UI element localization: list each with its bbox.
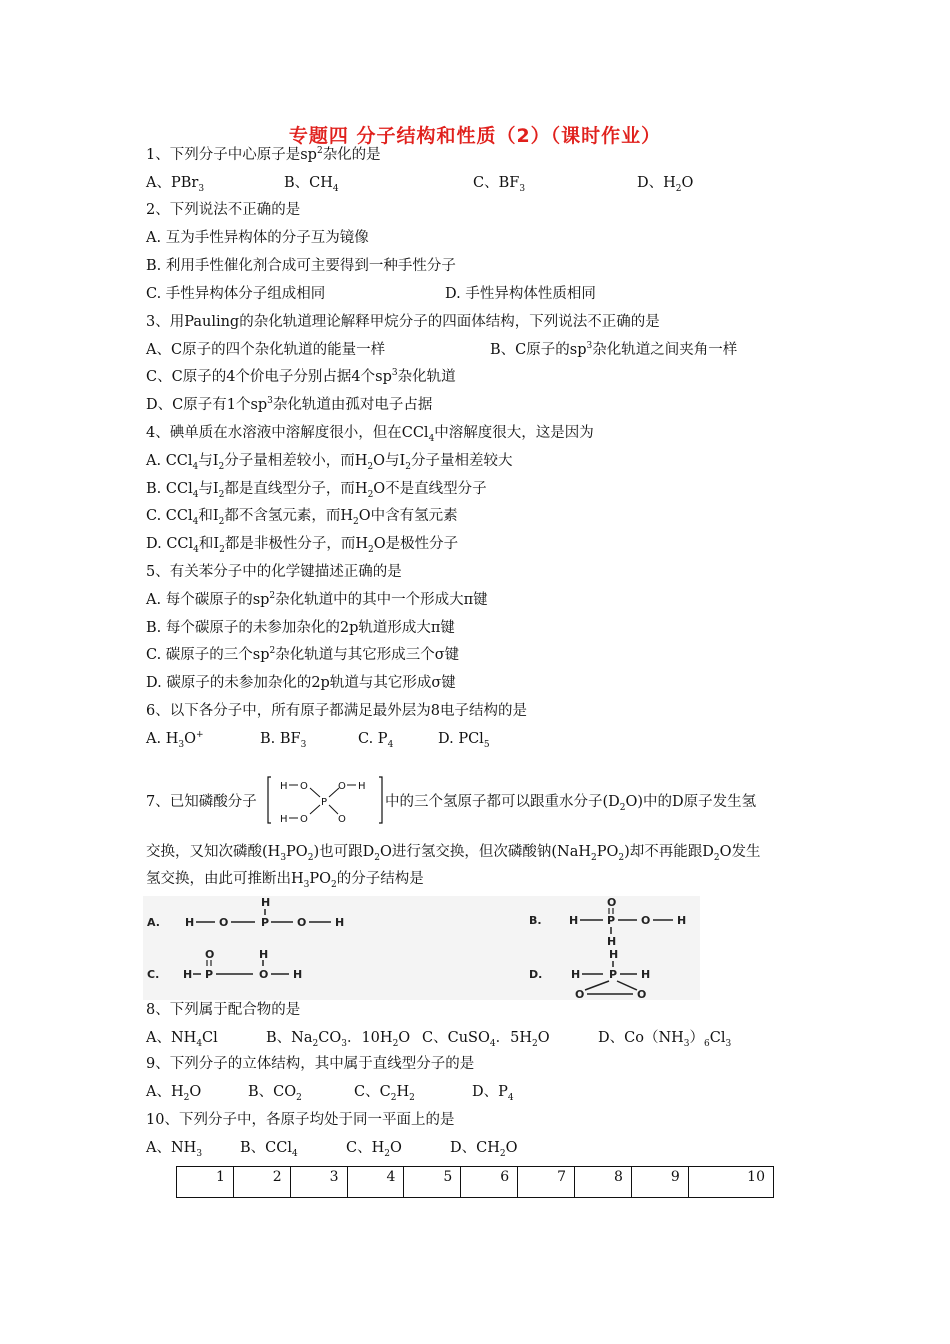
- phos-h2: H: [358, 781, 366, 792]
- optD-atom: H: [641, 968, 651, 981]
- answer-cell[interactable]: 7: [518, 1167, 575, 1198]
- q7-stem-pre: 7、已知磷酸分子: [146, 794, 257, 810]
- q5-option-d: D. 碳原子的未参加杂化的2p轨道与其它形成σ键: [146, 675, 456, 691]
- q2-stem: 2、下列说法不正确的是: [146, 202, 301, 218]
- q5-stem: 5、有关苯分子中的化学键描述正确的是: [146, 564, 402, 580]
- answer-table: [176, 1166, 774, 1198]
- q10-option-b: B、CCl$_4$: [240, 1140, 298, 1159]
- q1-option-a: A、PBr$_3$: [146, 175, 205, 194]
- q8-option-b: B、$Na_2CO_3$．$10H_2O$: [266, 1030, 411, 1049]
- q1-option-d: D、$H_2O$: [637, 175, 694, 194]
- optB-atom: P: [607, 914, 616, 927]
- q10-option-c: C、$H_2O$: [346, 1140, 402, 1159]
- optC-label: C.: [147, 968, 160, 981]
- phos-o3: O: [300, 814, 308, 825]
- optC-atom: H: [293, 968, 303, 981]
- optD-ring-o: O: [637, 988, 647, 1000]
- q6-stem: 6、以下各分子中，所有原子都满足最外层为8电子结构的是: [146, 703, 527, 719]
- phos-o1: O: [300, 781, 308, 792]
- q8-option-d: D、$Co(NH_3)_6Cl_3$: [598, 1030, 732, 1049]
- answer-cell[interactable]: 2: [233, 1167, 290, 1198]
- q5-option-b: B. 每个碳原子的未参加杂化的2p轨道形成大π键: [146, 620, 455, 636]
- phos-h3: H: [280, 814, 288, 825]
- optB-top: O: [607, 896, 617, 909]
- optB-label: B.: [529, 914, 542, 927]
- page-title: 专题四 分子结构和性质（2）（课时作业）: [288, 125, 662, 147]
- q6-option-c: C. $P_4$: [358, 731, 394, 750]
- q3-option-b: B、C原子的$sp^3$杂化轨道之间夹角一样: [490, 341, 738, 358]
- q3-option-c: C、C原子的4个价电子分别占据4个$sp^3$杂化轨道: [146, 368, 456, 385]
- q8-option-c: C、CuSO$_4$．$5H_2O$: [422, 1030, 550, 1049]
- answer-cell[interactable]: 9: [631, 1167, 688, 1198]
- optA-atom: O: [297, 916, 307, 929]
- q7-options-panel: [143, 896, 700, 1000]
- q4-option-d: D. CCl$_4$和$I_2$都是非极性分子，而$H_2O$是极性分子: [146, 536, 459, 555]
- q9-stem: 9、下列分子的立体结构，其中属于直线型分子的是: [146, 1056, 475, 1072]
- q7-stem-post: 中的三个氢原子都可以跟重水分子$(D_2O)$中的D原子发生氢: [385, 794, 757, 813]
- optC-top2: H: [259, 948, 269, 961]
- answer-cell[interactable]: 10: [688, 1167, 773, 1198]
- q4-option-a: A. CCl$_4$与$I_2$分子量相差较小，而$H_2O$与$I_2$分子量相差较大: [146, 453, 513, 472]
- answer-cell[interactable]: 8: [575, 1167, 632, 1198]
- q2-option-c: C. 手性异构体分子组成相同: [146, 286, 326, 302]
- optA-atom: P: [261, 916, 270, 929]
- q9-option-b: B、$CO_2$: [248, 1084, 302, 1103]
- q9-option-c: C、$C_2H_2$: [354, 1084, 415, 1103]
- q2-option-d: D. 手性异构体性质相同: [445, 286, 596, 302]
- q7-line3: 氢交换，由此可推断出$H_3PO_2$的分子结构是: [146, 871, 424, 890]
- optA-top: H: [261, 896, 271, 909]
- q10-option-d: D、$CH_2O$: [450, 1140, 518, 1159]
- q4-option-b: B. CCl$_4$与$I_2$都是直线型分子，而$H_2O$不是直线型分子: [146, 481, 487, 500]
- q6-option-a: A. $H_3O^+$: [146, 730, 204, 750]
- q10-stem: 10、下列分子中，各原子均处于同一平面上的是: [146, 1112, 455, 1128]
- phos-p: P: [321, 797, 328, 808]
- answer-cell[interactable]: 4: [347, 1167, 404, 1198]
- q1-option-c: C、$BF_3$: [473, 175, 526, 194]
- optA-label: A.: [147, 916, 160, 929]
- q3-option-a: A、C原子的四个杂化轨道的能量一样: [146, 342, 386, 358]
- answer-cell[interactable]: 5: [404, 1167, 461, 1198]
- optB-atom: H: [569, 914, 579, 927]
- optA-atom: O: [219, 916, 229, 929]
- q6-option-b: B. $BF_3$: [260, 731, 307, 750]
- q8-option-a: A、$NH_4Cl$: [146, 1030, 218, 1049]
- q9-option-d: D、$P_4$: [472, 1084, 514, 1103]
- phos-o4: O: [338, 814, 346, 825]
- q5-option-a: A. 每个碳原子的$sp^2$杂化轨道中的其中一个形成大π键: [146, 591, 488, 608]
- q7-line2: 交换，又知次磷酸$(H_3PO_2)$也可跟$D_2O$进行氢交换，但次磷酸钠$(NaH_2PO_2)$却不再能跟$D_2O$发生: [146, 844, 761, 863]
- q2-option-a: A. 互为手性异构体的分子互为镜像: [146, 230, 369, 246]
- optA-atom: H: [335, 916, 345, 929]
- q1-option-b: B、$CH_4$: [284, 175, 339, 194]
- q6-option-d: D. PCl$_5$: [438, 731, 490, 750]
- q9-option-a: A、$H_2O$: [146, 1084, 202, 1103]
- answer-cell[interactable]: 1: [177, 1167, 234, 1198]
- answer-cell[interactable]: 3: [290, 1167, 347, 1198]
- q5-option-c: C. 碳原子的三个$sp^2$杂化轨道与其它形成三个σ键: [146, 646, 460, 663]
- phos-h1: H: [280, 781, 288, 792]
- optD-top: H: [609, 948, 619, 961]
- optC-top1: O: [205, 948, 215, 961]
- q4-stem: 4、碘单质在水溶液中溶解度很小，但在CCl$_4$中溶解度很大，这是因为: [146, 425, 594, 444]
- q10-option-a: A、$NH_3$: [146, 1140, 203, 1159]
- optC-atom: O: [259, 968, 269, 981]
- optC-atom: P: [205, 968, 214, 981]
- answer-cell[interactable]: 6: [461, 1167, 518, 1198]
- optB-atom: O: [641, 914, 651, 927]
- optB-below: H: [607, 935, 617, 948]
- optA-atom: H: [185, 916, 195, 929]
- optD-ring-o: O: [575, 988, 585, 1000]
- optD-label: D.: [529, 968, 543, 981]
- q4-option-c: C. CCl$_4$和$I_2$都不含氢元素，而$H_2O$中含有氢元素: [146, 508, 458, 527]
- optD-atom: P: [609, 968, 618, 981]
- phos-o2: O: [338, 781, 346, 792]
- q2-option-b: B. 利用手性催化剂合成可主要得到一种手性分子: [146, 258, 456, 274]
- q8-stem: 8、下列属于配合物的是: [146, 1002, 301, 1018]
- optC-atom: H: [183, 968, 193, 981]
- q3-stem: 3、用Pauling的杂化轨道理论解释甲烷分子的四面体结构，下列说法不正确的是: [146, 314, 660, 330]
- optD-atom: H: [571, 968, 581, 981]
- q3-option-d: D、C原子有1个$sp^3$杂化轨道由孤对电子占据: [146, 396, 433, 413]
- optB-atom: H: [677, 914, 687, 927]
- q1-stem: 1、下列分子中心原子是$sp^2$杂化的是: [146, 146, 381, 163]
- phosphoric-acid-structure: [266, 774, 384, 826]
